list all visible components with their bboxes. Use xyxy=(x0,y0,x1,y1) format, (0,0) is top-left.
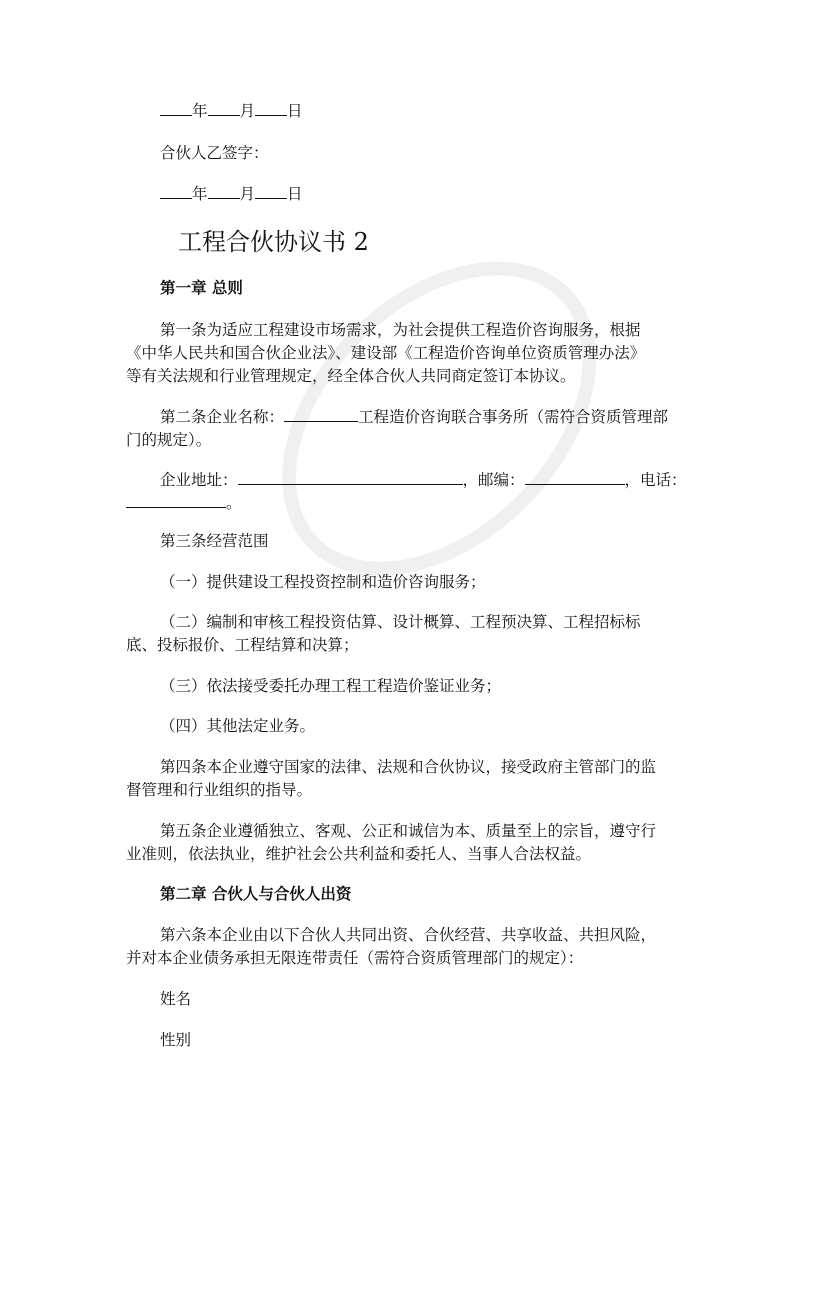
article-5-line-2: 业准则，依法执业，维护社会公共利益和委托人、当事人合法权益。 xyxy=(126,845,592,863)
article-6-line-2: 并对本企业债务承担无限连带责任（需符合资质管理部门的规定）： xyxy=(126,949,584,967)
article-4-line-1: 第四条本企业遵守国家的法律、法规和合伙协议，接受政府主管部门的监 xyxy=(160,758,657,776)
chapter-1-heading: 第一章 总则 xyxy=(160,279,243,297)
blank-year xyxy=(160,184,192,199)
blank-day xyxy=(255,101,287,116)
month-label: 月 xyxy=(239,185,256,203)
document-title: 工程合伙协议书 2 xyxy=(178,228,369,256)
article-1-line-1: 第一条为适应工程建设市场需求，为社会提供工程造价咨询服务，根据 xyxy=(160,321,641,339)
year-label: 年 xyxy=(192,102,208,120)
address-end: 。 xyxy=(226,494,242,512)
article-3-heading: 第三条经营范围 xyxy=(160,532,269,550)
address-label: 企业地址： xyxy=(160,471,238,489)
postcode-blank xyxy=(525,470,625,485)
scope-item-4: （四）其他法定业务。 xyxy=(160,717,316,735)
article-2-suffix: 工程造价咨询联合事务所（需符合资质管理部 xyxy=(358,408,669,426)
watermark-seal-bottom xyxy=(382,992,679,1289)
address-blank xyxy=(238,470,463,485)
scope-item-3: （三）依法接受委托办理工程工程造价鉴证业务； xyxy=(160,677,502,695)
date-line-1 xyxy=(160,101,303,121)
company-name-blank xyxy=(284,407,358,422)
article-2-line-2: 门的规定）。 xyxy=(126,431,212,449)
article-4-line-2: 督管理和行业组织的指导。 xyxy=(126,781,313,799)
month-label: 月 xyxy=(239,102,256,120)
address-line-1 xyxy=(160,470,687,490)
field-gender: 性别 xyxy=(160,1031,192,1049)
blank-year xyxy=(160,101,192,116)
phone-label: ，电话： xyxy=(624,471,687,489)
blank-month xyxy=(208,184,240,199)
article-2-prefix: 第二条企业名称： xyxy=(160,408,285,426)
blank-day xyxy=(255,184,287,199)
day-label: 日 xyxy=(287,102,303,120)
article-6-line-1: 第六条本企业由以下合伙人共同出资、合伙经营、共享收益、共担风险， xyxy=(160,926,657,944)
field-name: 姓名 xyxy=(160,990,192,1008)
chapter-2-heading: 第二章 合伙人与合伙人出资 xyxy=(160,885,352,903)
article-1-line-2: 《中华人民共和国合伙企业法》、建设部《工程造价咨询单位资质管理办法》 xyxy=(126,344,646,362)
scope-item-1: （一）提供建设工程投资控制和造价咨询服务； xyxy=(160,573,486,591)
address-line-2 xyxy=(126,493,242,513)
year-label: 年 xyxy=(192,185,208,203)
article-5-line-1: 第五条企业遵循独立、客观、公正和诚信为本、质量至上的宗旨，遵守行 xyxy=(160,822,657,840)
article-1-line-3: 等有关法规和行业管理规定，经全体合伙人共同商定签订本协议。 xyxy=(126,367,576,385)
phone-blank xyxy=(126,493,226,508)
article-2-line-1 xyxy=(160,407,668,427)
day-label: 日 xyxy=(287,185,303,203)
scope-item-2-line-1: （二）编制和审核工程投资估算、设计概算、工程预决算、工程招标标 xyxy=(160,613,641,631)
postcode-label: ，邮编： xyxy=(462,471,525,489)
blank-month xyxy=(208,101,240,116)
scope-item-2-line-2: 底、投标报价、工程结算和决算； xyxy=(126,636,359,654)
date-line-2 xyxy=(160,184,303,204)
partner-b-signature: 合伙人乙签字： xyxy=(160,144,269,162)
